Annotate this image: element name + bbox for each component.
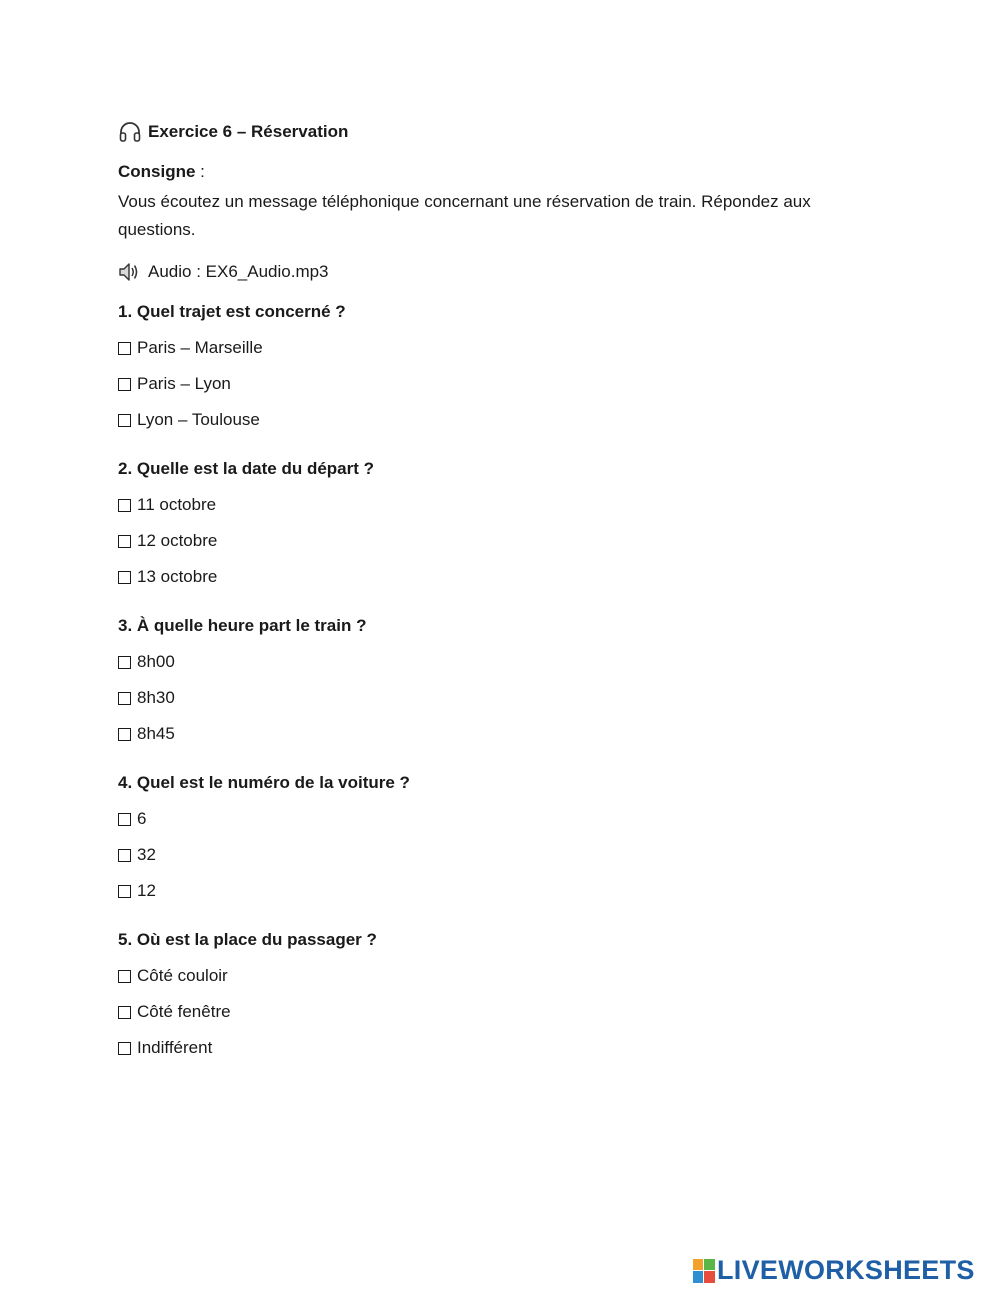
checkbox[interactable] (118, 535, 131, 548)
question-1: 1. Quel trajet est concerné ? (118, 302, 346, 321)
option-4c[interactable]: 12 (118, 881, 156, 901)
checkbox[interactable] (118, 885, 131, 898)
option-1c[interactable]: Lyon – Toulouse (118, 410, 260, 430)
audio-line[interactable] (118, 259, 329, 285)
option-2c[interactable]: 13 octobre (118, 567, 217, 587)
question-3: 3. À quelle heure part le train ? (118, 616, 367, 635)
option-3a[interactable]: 8h00 (118, 652, 175, 672)
checkbox[interactable] (118, 728, 131, 741)
question-5: 5. Où est la place du passager ? (118, 930, 377, 949)
option-2b[interactable]: 12 octobre (118, 531, 217, 551)
consigne-label: Consigne : (118, 162, 205, 181)
consigne-text: Vous écoutez un message téléphonique concernant une réservation de train. Répondez aux questions. (118, 192, 811, 239)
option-4a[interactable]: 6 (118, 809, 146, 829)
checkbox[interactable] (118, 571, 131, 584)
checkbox[interactable] (118, 813, 131, 826)
headphones-icon (118, 120, 142, 144)
question-4: 4. Quel est le numéro de la voiture ? (118, 773, 410, 792)
option-1a[interactable]: Paris – Marseille (118, 338, 263, 358)
checkbox[interactable] (118, 414, 131, 427)
audio-filename: Audio : EX6_Audio.mp3 (148, 262, 329, 281)
checkbox[interactable] (118, 378, 131, 391)
checkbox[interactable] (118, 499, 131, 512)
checkbox[interactable] (118, 849, 131, 862)
checkbox[interactable] (118, 1042, 131, 1055)
option-5c[interactable]: Indifférent (118, 1038, 212, 1058)
liveworksheets-logo (693, 1255, 975, 1286)
checkbox[interactable] (118, 656, 131, 669)
checkbox[interactable] (118, 1006, 131, 1019)
liveworksheets-logo-icon (693, 1259, 715, 1283)
checkbox[interactable] (118, 692, 131, 705)
checkbox[interactable] (118, 342, 131, 355)
option-5b[interactable]: Côté fenêtre (118, 1002, 231, 1022)
exercise-title: Exercice 6 – Réservation (148, 122, 349, 141)
checkbox[interactable] (118, 970, 131, 983)
option-2a[interactable]: 11 octobre (118, 495, 216, 515)
option-4b[interactable]: 32 (118, 845, 156, 865)
exercise-header (118, 119, 348, 145)
option-3c[interactable]: 8h45 (118, 724, 175, 744)
speaker-icon (118, 261, 142, 283)
question-2: 2. Quelle est la date du départ ? (118, 459, 375, 478)
brand-name: LIVEWORKSHEETS (717, 1255, 975, 1285)
option-5a[interactable]: Côté couloir (118, 966, 228, 986)
option-3b[interactable]: 8h30 (118, 688, 175, 708)
option-1b[interactable]: Paris – Lyon (118, 374, 231, 394)
